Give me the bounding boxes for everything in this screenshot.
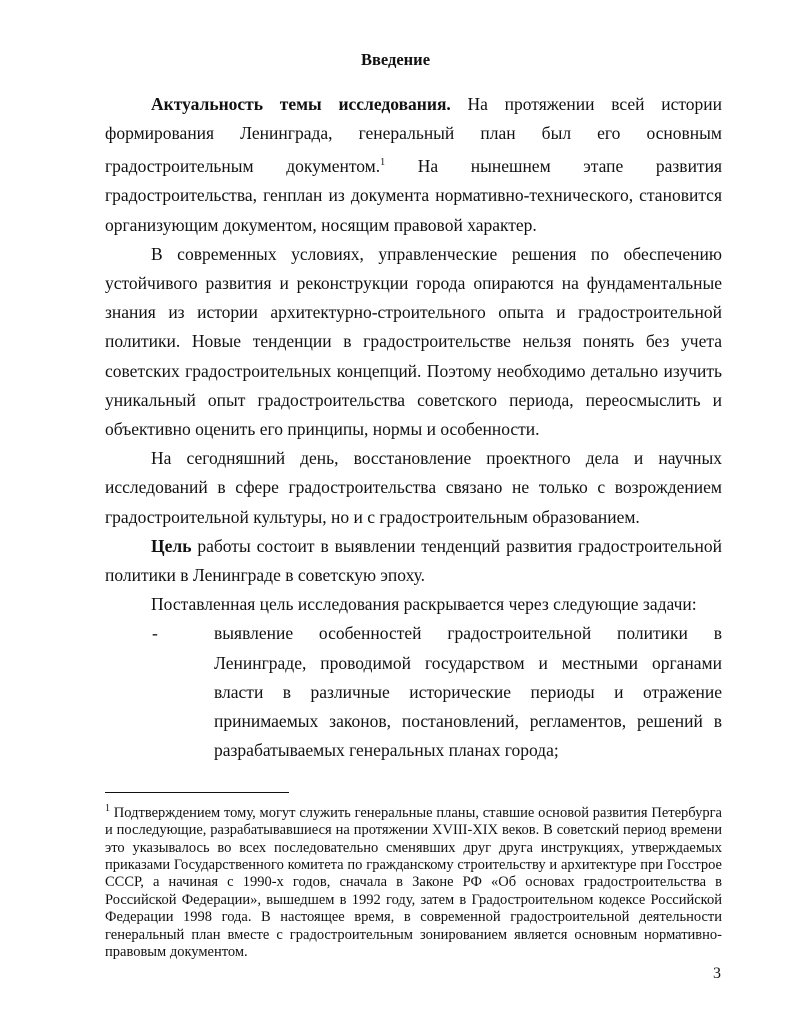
page-number: 3	[713, 965, 721, 982]
paragraph-relevance	[105, 90, 722, 240]
paragraph-today: На сегодняшний день, восстановление проектного дела и научных исследований в сфере градостроительства связано не только с возрождением градостроительной культуры, но и с градостроительным образованием.	[105, 448, 722, 527]
goal-lead: Цель	[151, 535, 192, 556]
relevance-lead: Актуальность темы исследования.	[151, 94, 451, 114]
list-dash: -	[152, 623, 158, 644]
task-list-item	[105, 619, 722, 765]
goal-text: работы состоит в выявлении тенденций развития градостроительной политики в Ленинграде в советскую эпоху.	[105, 535, 722, 586]
relevance-text: На протяжении всей истории формирования Ленинграда, генеральный план был его основным градостроительным документом.	[105, 94, 722, 177]
footnote-text: Подтверждением тому, могут служить генеральные планы, ставшие основой развития Петербурга и последующие, разрабатывавшиеся на протяжении XVIII-XIX веков. В советский период времени это указывалось во всех последовательно сменявших друг друга инструкциях, утверждаемых приказами Государственного комитета по гражданскому строительству и архитектуре при Госстрое СССР, а начиная с 1990-х годов, сначала в Законе РФ «Об основах градостроительства в Российской Федерации», вышедшем в 1992 году, затем в Градостроительном кодексе Российской Федерации 1998 года. В настоящее время, в современной градостроительной деятельности генеральный план вместе с градостроительным зонированием является основным нормативно-правовым документом.	[105, 804, 722, 961]
footnote-ref: 1	[380, 157, 386, 169]
body-text	[105, 90, 722, 766]
section-heading: Введение	[360, 50, 431, 69]
footnote	[105, 800, 722, 961]
paragraph-modern-conditions: В современных условиях, управленческие решения по обеспечению устойчивого развития и реконструкции города опираются на фундаментальные знания из истории архитектурно-строительного опыта и градостроительной политики. Новые тенденции в градостроительстве нельзя понять без учета советских градостроительных концепций. Поэтому необходимо детально изучить уникальный опыт градостроительства советского периода, переосмыслить и объективно оценить его принципы, нормы и особенности.	[105, 243, 722, 440]
relevance-tail: На нынешнем этапе развития градостроительства, генплан из документа нормативно-технического, становится организующим документом, носящим правовой характер.	[105, 156, 722, 235]
paragraph-tasks-intro: Поставленная цель исследования раскрывается через следующие задачи:	[151, 594, 697, 615]
footnote-number: 1	[105, 803, 110, 814]
paragraph-goal	[105, 532, 722, 590]
footnote-divider	[105, 792, 289, 793]
task-text: выявление особенностей градостроительной политики в Ленинграде, проводимой государством и местными органами власти в различные исторические периоды и отражение принимаемых законов, постановлений, регламентов, решений в разрабатываемых генеральных планах города;	[214, 623, 722, 761]
